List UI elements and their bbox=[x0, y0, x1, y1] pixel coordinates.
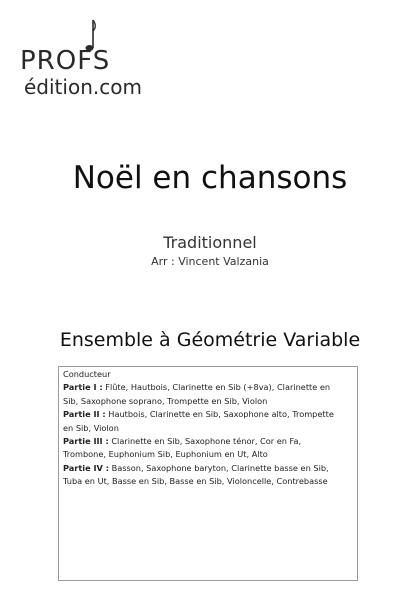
part-4-text-1: Basson, Saxophone baryton, Clarinette basse en Sib, bbox=[108, 462, 329, 473]
instrumentation-box bbox=[58, 366, 358, 581]
logo-domain-text: édition.com bbox=[24, 75, 142, 99]
piece-title: Noël en chansons bbox=[72, 160, 348, 196]
part-4-line-1 bbox=[63, 462, 353, 475]
part-2-text-1: Hautbois, Clarinette en Sib, Saxophone alto, Trompette bbox=[105, 409, 334, 420]
part-2-line-1 bbox=[63, 408, 353, 421]
part-2-label: Partie II : bbox=[63, 409, 106, 420]
part-4-text-2: Tuba en Ut, Basse en Sib, Basse en Sib, Violoncelle, Contrebasse bbox=[63, 476, 328, 487]
part-1-text-1: Flûte, Hautbois, Clarinette en Sib (+8va), Clarinette en bbox=[102, 382, 331, 393]
part-1-line-1 bbox=[63, 381, 353, 394]
logo-brand-text: PROFS bbox=[20, 46, 111, 76]
composer: Traditionnel bbox=[163, 233, 257, 252]
publisher-logo bbox=[20, 18, 160, 100]
instrumentation-heading: Conducteur bbox=[63, 369, 111, 379]
part-2-text-2: en Sib, Violon bbox=[63, 422, 119, 433]
part-3-line-1 bbox=[63, 435, 353, 448]
part-4-label: Partie IV : bbox=[63, 462, 109, 473]
ensemble-type: Ensemble à Géométrie Variable bbox=[59, 329, 361, 351]
part-3-text-1: Clarinette en Sib, Saxophone ténor, Cor en Fa, bbox=[108, 436, 302, 447]
part-1-label: Partie I : bbox=[63, 382, 103, 393]
part-1-text-2: Sib, Saxophone soprano, Trompette en Sib, Violon bbox=[63, 395, 268, 406]
part-3-text-2: Trombone, Euphonium Sib, Euphonium en Ut, Alto bbox=[63, 449, 268, 460]
part-3-label: Partie III : bbox=[63, 436, 109, 447]
arranger: Arr : Vincent Valzania bbox=[151, 255, 269, 268]
